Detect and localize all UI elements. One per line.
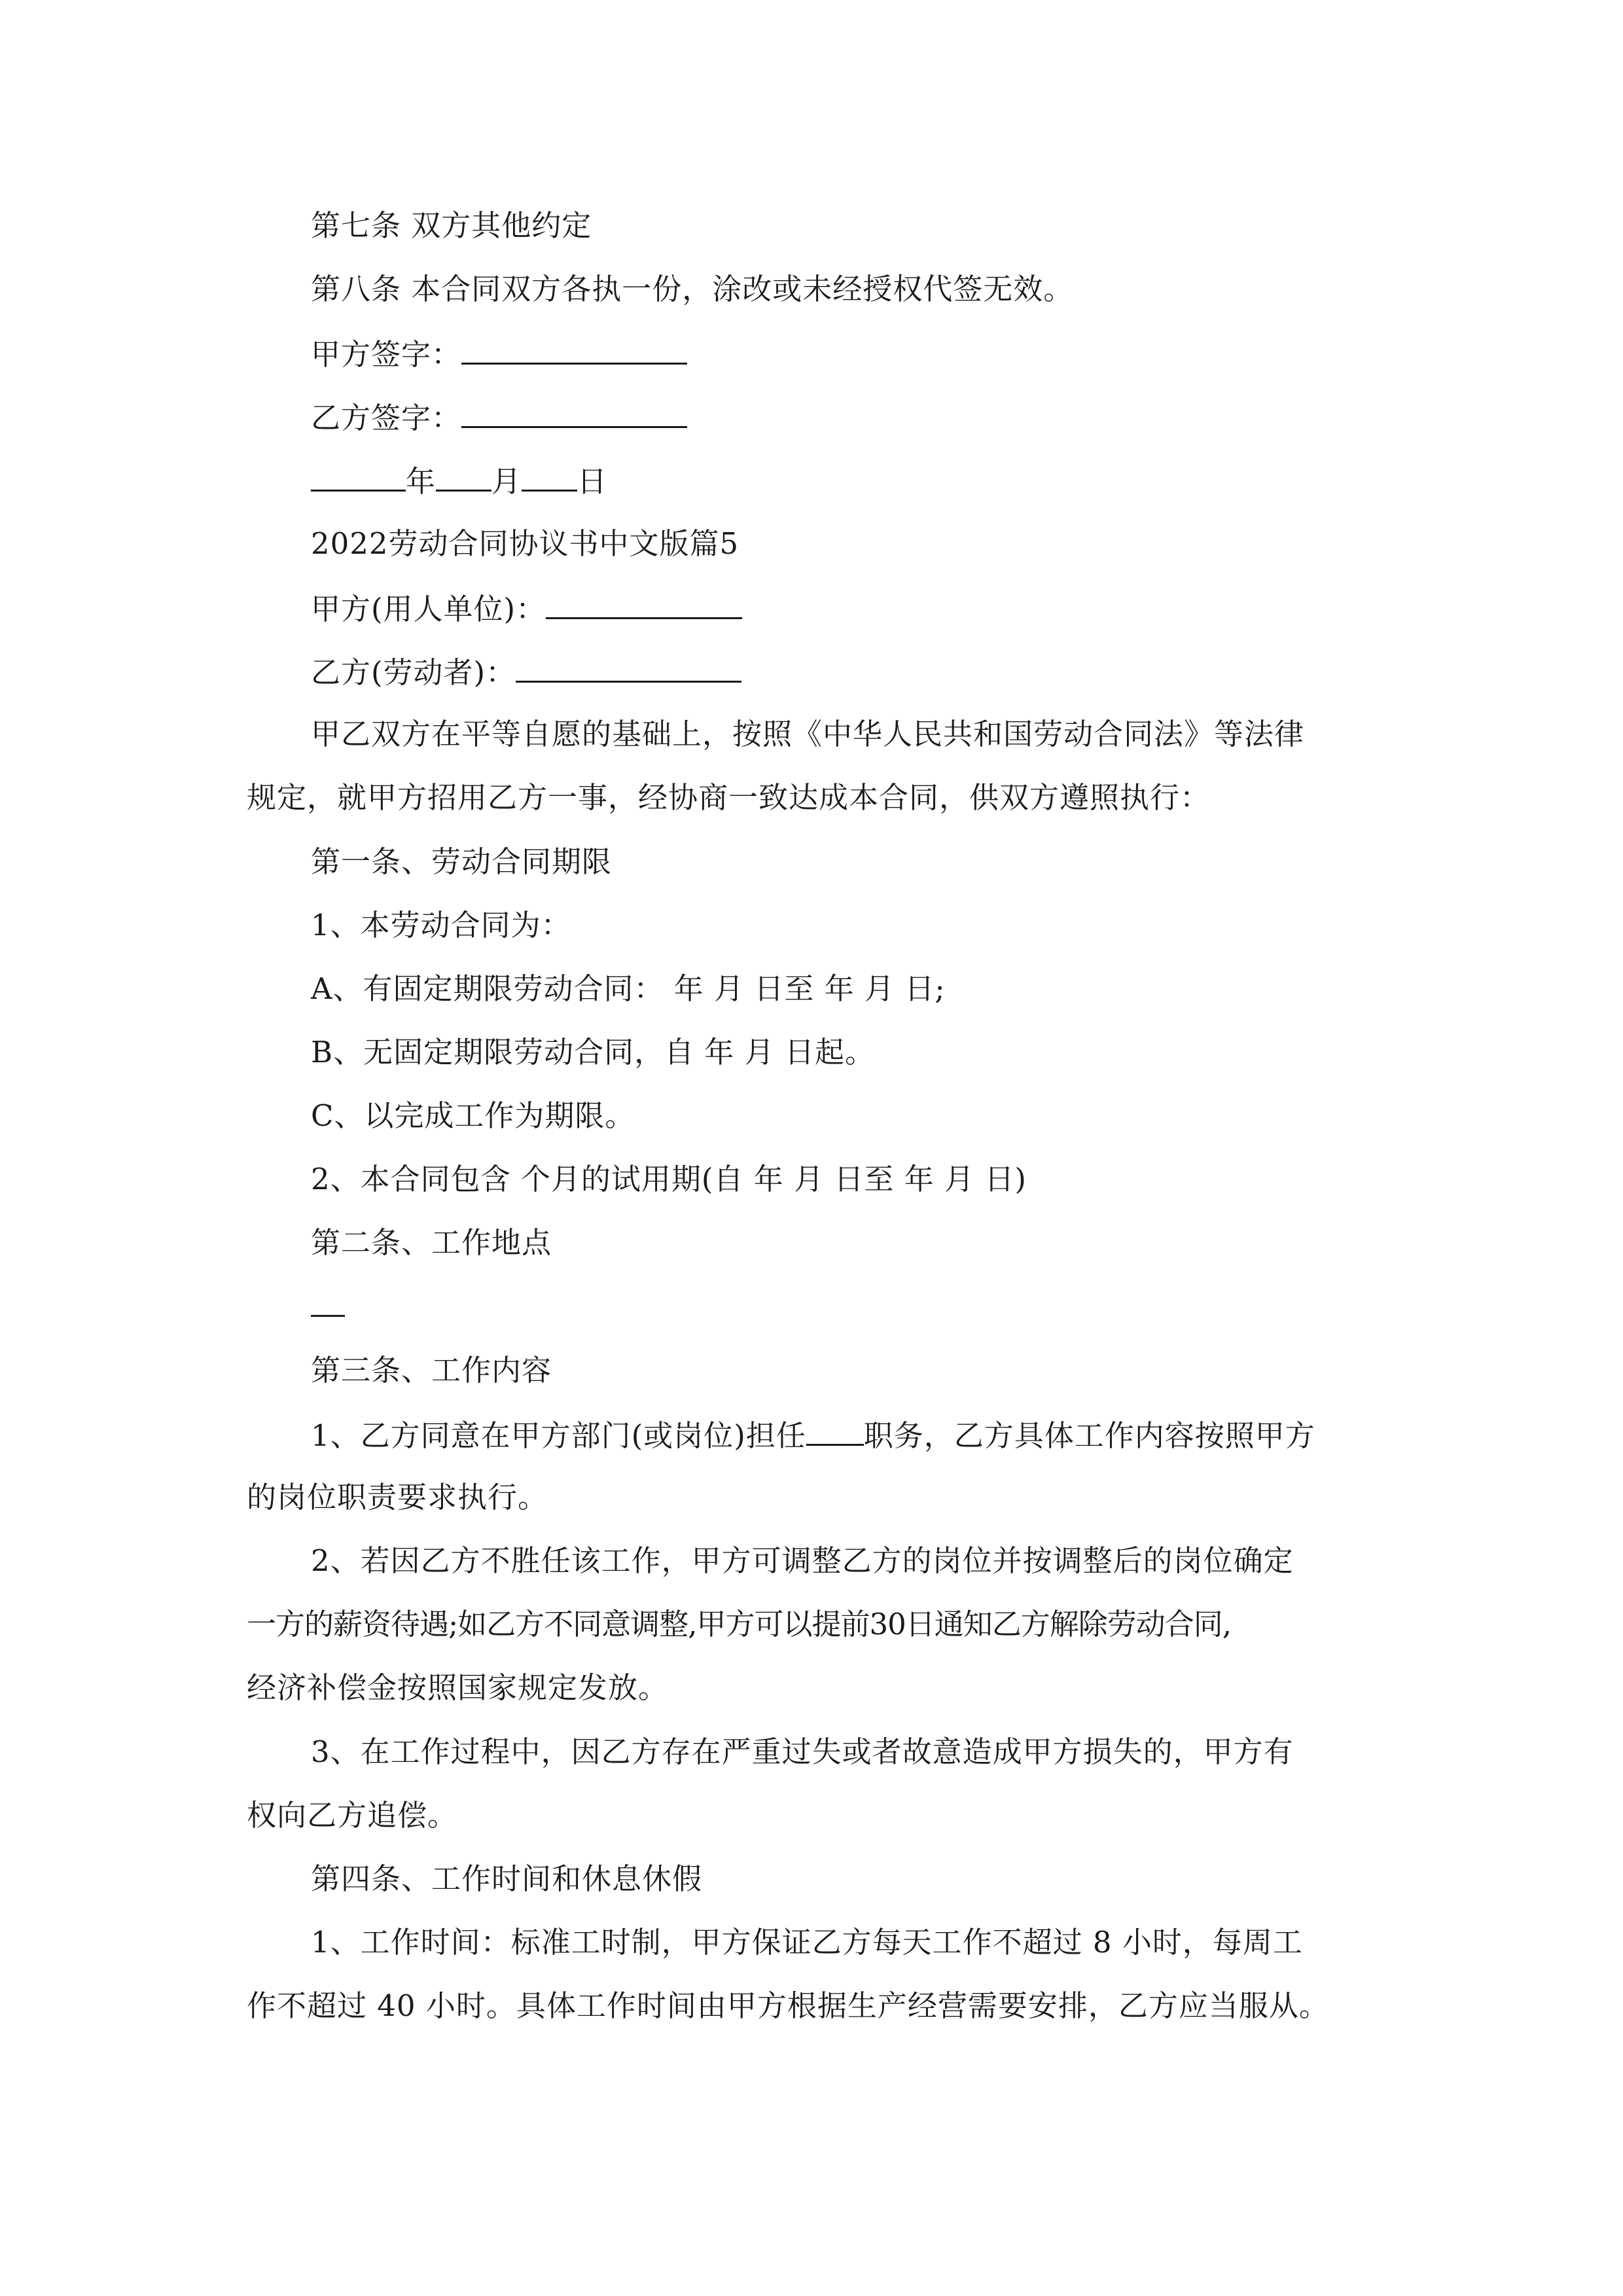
party-a-signature-line — [311, 337, 687, 372]
article-1-option-b: B、无固定期限劳动合同，自 年 月 日起。 — [311, 1035, 875, 1069]
day-label: 日 — [577, 464, 608, 499]
party-a-line — [311, 592, 742, 624]
article-4-heading: 第四条、工作时间和休息休假 — [311, 1861, 703, 1896]
party-b-signature-label: 乙方签字： — [311, 401, 462, 435]
signature-blank — [461, 338, 687, 365]
signature-blank — [461, 401, 687, 428]
day-blank — [522, 465, 577, 492]
article-3-item-2-line-3: 经济补偿金按照国家规定发放。 — [247, 1670, 669, 1705]
year-label: 年 — [406, 464, 437, 499]
article-3-item-1-text-b: 职务，乙方具体工作内容按照甲方 — [863, 1418, 1315, 1453]
article-3-heading: 第三条、工作内容 — [311, 1353, 552, 1388]
section-title: 2022劳动合同协议书中文版篇5 — [311, 526, 740, 561]
preamble-line-2: 规定，就甲方招用乙方一事，经协商一致达成本合同，供双方遵照执行： — [247, 780, 1211, 815]
position-blank — [806, 1419, 864, 1446]
article-4-item-1-line-2: 作不超过 40 小时。具体工作时间由甲方根据生产经营需要安排，乙方应当服从。 — [247, 1988, 1329, 2023]
preamble-line-1: 甲乙双方在平等自愿的基础上，按照《中华人民共和国劳动合同法》等法律 — [311, 717, 1305, 751]
party-b-line — [311, 655, 741, 690]
party-a-label: 甲方(用人单位)： — [311, 592, 546, 626]
article-3-item-1-line-2: 的岗位职责要求执行。 — [247, 1480, 548, 1515]
article-3-item-3-line-1: 3、在工作过程中，因乙方存在严重过失或者故意造成甲方损失的，甲方有 — [311, 1734, 1294, 1769]
article-4-item-1-line-1: 1、工作时间：标准工时制，甲方保证乙方每天工作不超过 8 小时，每周工 — [311, 1925, 1303, 1960]
party-b-blank — [516, 656, 741, 683]
article-3-item-2-line-2: 一方的薪资待遇;如乙方不同意调整,甲方可以提前30日通知乙方解除劳动合同, — [247, 1607, 1232, 1641]
article-3-item-1-text-a: 1、乙方同意在甲方部门(或岗位)担任 — [311, 1418, 806, 1453]
article-8-text: 第八条 本合同双方各执一份，涂改或未经授权代签无效。 — [311, 272, 1074, 306]
year-blank — [311, 465, 406, 492]
article-7-heading: 第七条 双方其他约定 — [311, 208, 592, 243]
party-b-signature-line — [311, 401, 687, 433]
article-1-option-a: A、有固定期限劳动合同： 年 月 日至 年 月 日; — [311, 971, 946, 1006]
article-1-heading: 第一条、劳动合同期限 — [311, 844, 613, 879]
article-1-item-1: 1、本劳动合同为： — [311, 908, 571, 942]
article-2-heading: 第二条、工作地点 — [311, 1225, 552, 1260]
article-3-item-1-line-1 — [311, 1418, 1315, 1453]
month-blank — [436, 465, 491, 492]
article-3-item-2-line-1: 2、若因乙方不胜任该工作，甲方可调整乙方的岗位并按调整后的岗位确定 — [311, 1543, 1294, 1578]
article-1-item-2: 2、本合同包含 个月的试用期(自 年 月 日至 年 月 日) — [311, 1162, 1027, 1196]
party-a-signature-label: 甲方签字： — [311, 337, 462, 372]
month-label: 月 — [491, 464, 522, 499]
party-a-blank — [546, 592, 742, 619]
location-dash — [311, 1302, 345, 1317]
date-line — [311, 464, 608, 499]
article-3-item-3-line-2: 权向乙方追偿。 — [247, 1798, 458, 1833]
party-b-label: 乙方(劳动者)： — [311, 655, 516, 690]
work-location-blank — [311, 1292, 345, 1321]
article-1-option-c: C、以完成工作为期限。 — [311, 1098, 635, 1133]
